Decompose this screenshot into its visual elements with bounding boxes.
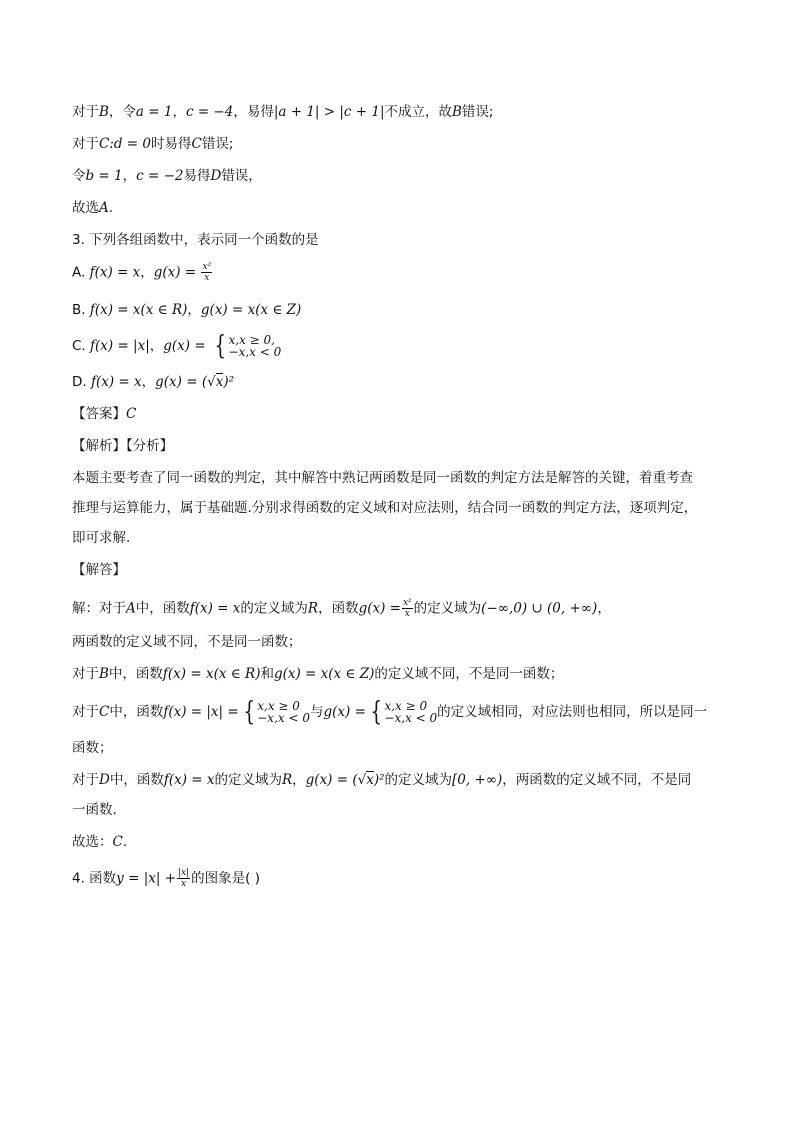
answer-value: C bbox=[126, 406, 137, 422]
text: 易得 bbox=[183, 168, 211, 184]
solution-option-b bbox=[72, 664, 563, 684]
text: 不成立，故 bbox=[384, 104, 452, 120]
radicand: x bbox=[215, 374, 224, 390]
denominator: x bbox=[181, 879, 187, 889]
text: 对于 bbox=[72, 104, 99, 120]
text: ， bbox=[140, 264, 154, 281]
solution-conclusion bbox=[72, 832, 127, 852]
text: . bbox=[122, 834, 128, 850]
text: ，易得 bbox=[233, 104, 274, 120]
text: 错误， bbox=[221, 168, 262, 184]
text: 的定义域相同，对应法则也相同，所以是同一 bbox=[437, 704, 708, 720]
option-a bbox=[72, 262, 213, 283]
solution-line-b bbox=[72, 102, 493, 122]
option-label: A. bbox=[72, 264, 86, 281]
option-d bbox=[72, 372, 234, 392]
math: g(x) = ( bbox=[305, 772, 358, 788]
piecewise: { x,x ≥ 0 −x,x < 0 bbox=[243, 697, 310, 727]
option-c bbox=[72, 331, 282, 361]
math: y = |x| + bbox=[116, 870, 177, 887]
text: 对于 bbox=[72, 704, 99, 720]
text: 对于 bbox=[72, 136, 99, 152]
text: 的定义域为 bbox=[384, 772, 453, 788]
math: B bbox=[452, 104, 462, 120]
solution-option-c bbox=[72, 697, 708, 727]
math: R bbox=[281, 772, 293, 788]
square-root: √x bbox=[357, 772, 374, 788]
denominator: x bbox=[204, 273, 210, 283]
text: 的定义域为 bbox=[240, 600, 308, 617]
option-b bbox=[72, 300, 301, 320]
fraction bbox=[402, 598, 413, 619]
answer-tag: 【答案】 bbox=[72, 406, 126, 422]
radicand: x bbox=[366, 772, 374, 788]
math: C bbox=[99, 704, 110, 720]
math: C bbox=[112, 834, 123, 850]
text: ，函数 bbox=[318, 600, 359, 617]
analysis-heading: 【解析】【分析】 bbox=[72, 438, 174, 454]
text: 令 bbox=[72, 168, 86, 184]
math: a = 1 bbox=[135, 104, 173, 120]
text: 对于 bbox=[72, 666, 99, 682]
math: f(x) = |x| bbox=[90, 338, 150, 354]
analysis-text-line: 本题主要考查了同一函数的判定，其中解答中熟记两函数是同一函数的判定方法是解答的关键，着重考查 bbox=[72, 470, 693, 486]
math: B bbox=[99, 104, 109, 120]
text: 错误; bbox=[461, 104, 494, 120]
text: 解：对于 bbox=[72, 600, 126, 617]
case-line: −x,x < 0 bbox=[228, 345, 282, 359]
solution-conclusion bbox=[72, 198, 113, 218]
text: 的定义域不同，不是同一函数； bbox=[374, 666, 564, 682]
math: f(x) = |x| = bbox=[163, 704, 239, 720]
math: g(x) = x(x ∈ Z) bbox=[200, 302, 302, 318]
math: B bbox=[99, 666, 109, 682]
case-line: x,x ≥ 0 bbox=[384, 699, 428, 713]
denominator: x bbox=[404, 609, 410, 619]
text: ， bbox=[122, 168, 137, 184]
math: )² bbox=[373, 772, 385, 788]
text: 故选： bbox=[72, 834, 113, 850]
text: ， bbox=[141, 374, 156, 390]
piecewise: { x,x ≥ 0 −x,x < 0 bbox=[370, 697, 438, 727]
option-label: D. bbox=[72, 374, 87, 390]
text: 4. 函数 bbox=[72, 870, 117, 887]
text: 的定义域为 bbox=[413, 600, 482, 617]
solution-text-line: 函数； bbox=[72, 740, 113, 756]
text: ， bbox=[292, 772, 306, 788]
case-line: −x,x < 0 bbox=[384, 711, 438, 725]
solution-option-a bbox=[72, 598, 611, 619]
math: f(x) = x bbox=[189, 600, 241, 617]
case-line: −x,x < 0 bbox=[257, 711, 310, 725]
math: g(x) = bbox=[323, 704, 366, 720]
text: 的定义域为 bbox=[214, 772, 282, 788]
math: R bbox=[307, 600, 319, 617]
solution-text-line: 两函数的定义域不同，不是同一函数； bbox=[72, 634, 302, 650]
text: 故选 bbox=[72, 200, 99, 216]
solution-heading: 【解答】 bbox=[72, 562, 126, 578]
solution-line-c bbox=[72, 134, 233, 154]
text: ，令 bbox=[108, 104, 136, 120]
option-label: B. bbox=[72, 302, 86, 318]
text: 错误; bbox=[201, 136, 234, 152]
piecewise: { x,x ≥ 0, −x,x < 0 bbox=[214, 331, 282, 361]
text: 时易得 bbox=[151, 136, 192, 152]
analysis-text-line: 推理与运算能力，属于基础题.分别求得函数的定义域和对应法则，结合同一函数的判定方法，逐项判定， bbox=[72, 500, 698, 516]
math: A bbox=[99, 200, 109, 216]
math: [0, +∞) bbox=[452, 772, 503, 788]
math: c = −4 bbox=[185, 104, 234, 120]
solution-line-d bbox=[72, 166, 262, 186]
analysis-text-line: 即可求解. bbox=[72, 530, 131, 546]
case-line: x,x ≥ 0, bbox=[228, 333, 275, 347]
math: C bbox=[191, 136, 202, 152]
case-line: x,x ≥ 0 bbox=[257, 699, 300, 713]
math: g(x) = bbox=[163, 338, 206, 354]
text: ， bbox=[597, 600, 611, 617]
numerator: |x| bbox=[178, 868, 190, 878]
solution-text-line: 一函数. bbox=[72, 802, 117, 818]
numerator: x² bbox=[202, 262, 212, 272]
math: A bbox=[126, 600, 136, 617]
text: 和 bbox=[260, 666, 274, 682]
numerator: x² bbox=[402, 598, 412, 608]
text: 中，函数 bbox=[108, 666, 163, 682]
answer-line bbox=[72, 404, 136, 424]
text: ， bbox=[172, 104, 186, 120]
text: ， bbox=[149, 338, 164, 354]
math: C:d = 0 bbox=[99, 136, 152, 152]
square-root: √x bbox=[207, 374, 224, 390]
math: b = 1 bbox=[85, 168, 123, 184]
fraction bbox=[177, 868, 190, 889]
math: (−∞,0) ∪ (0, +∞) bbox=[481, 600, 598, 617]
math: |a + 1| > |c + 1| bbox=[273, 104, 385, 120]
text: ，两函数的定义域不同，不是同 bbox=[502, 772, 692, 788]
text: ， bbox=[187, 302, 201, 318]
text: 与 bbox=[309, 704, 324, 720]
math: g(x) = bbox=[358, 600, 401, 617]
math: D bbox=[210, 168, 222, 184]
option-label: C. bbox=[72, 338, 86, 354]
solution-option-d bbox=[72, 770, 691, 790]
question-4-stem bbox=[72, 868, 260, 889]
math: )² bbox=[223, 374, 235, 390]
math: D bbox=[99, 772, 110, 788]
fraction bbox=[201, 262, 212, 283]
text: 对于 bbox=[72, 772, 99, 788]
math: g(x) = x(x ∈ Z) bbox=[273, 666, 375, 682]
text: . bbox=[108, 200, 114, 216]
text: 中，函数 bbox=[109, 704, 164, 720]
text: 中，函数 bbox=[109, 772, 164, 788]
math: f(x) = x bbox=[163, 772, 215, 788]
math: f(x) = x bbox=[89, 264, 141, 281]
math: g(x) = bbox=[153, 264, 197, 281]
text: 的图象是( ) bbox=[191, 870, 260, 887]
math: f(x) = x(x ∈ R) bbox=[89, 302, 188, 318]
math: g(x) = ( bbox=[155, 374, 208, 390]
question-3-stem: 3. 下列各组函数中，表示同一个函数的是 bbox=[72, 232, 319, 248]
text: 中，函数 bbox=[135, 600, 190, 617]
math: f(x) = x bbox=[90, 374, 142, 390]
math: f(x) = x(x ∈ R) bbox=[162, 666, 261, 682]
math: c = −2 bbox=[136, 168, 184, 184]
